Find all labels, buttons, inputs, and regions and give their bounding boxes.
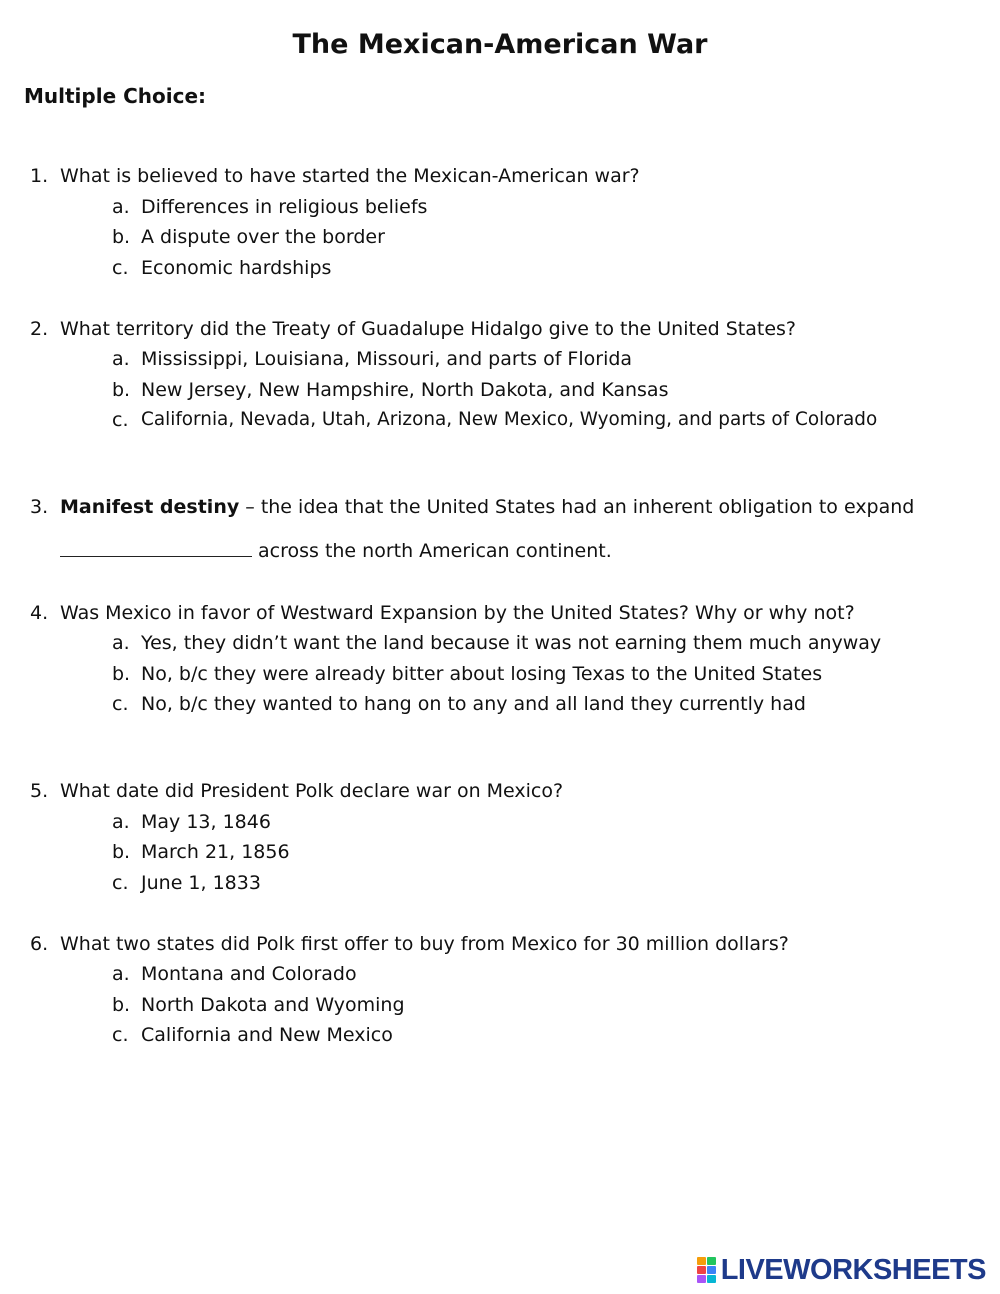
option-text: Mississippi, Louisiana, Missouri, and parts of Florida xyxy=(141,348,633,370)
option-text: Montana and Colorado xyxy=(141,963,357,985)
option-letter: c. xyxy=(112,872,129,894)
option-letter: a. xyxy=(112,811,130,833)
answer-blank[interactable] xyxy=(60,538,252,557)
option-letter: a. xyxy=(112,348,130,370)
logo-block xyxy=(697,1275,706,1283)
section-heading: Multiple Choice: xyxy=(24,84,207,108)
liveworksheets-logo-icon xyxy=(697,1257,717,1283)
question-text: What is believed to have started the Mexican-American war? xyxy=(60,165,640,187)
question-number: 1. xyxy=(30,165,49,187)
option-text: March 21, 1856 xyxy=(141,841,290,863)
definition-text: – the idea that the United States had an inherent obligation to expand xyxy=(239,496,915,518)
question-text xyxy=(60,494,914,520)
question-number: 5. xyxy=(30,780,49,802)
question-text: Was Mexico in favor of Westward Expansion by the United States? Why or why not? xyxy=(60,602,855,624)
option-text: June 1, 1833 xyxy=(141,872,261,894)
option-text: No, b/c they were already bitter about losing Texas to the United States xyxy=(141,663,823,685)
option-letter: c. xyxy=(112,1024,129,1046)
continuation-text: across the north American continent. xyxy=(258,540,612,562)
question-number: 2. xyxy=(30,318,49,340)
option-letter: a. xyxy=(112,196,130,218)
option-text: May 13, 1846 xyxy=(141,811,271,833)
option-text: No, b/c they wanted to hang on to any and all land they currently had xyxy=(141,693,806,715)
option-text: Yes, they didn’t want the land because it was not earning them much anyway xyxy=(141,632,882,654)
option-text: A dispute over the border xyxy=(141,226,385,248)
logo-block xyxy=(697,1257,706,1265)
option-letter: b. xyxy=(112,226,131,248)
logo-block xyxy=(707,1266,716,1274)
logo-text: LIVEWORKSHEETS xyxy=(720,1253,986,1286)
logo-block xyxy=(707,1275,716,1283)
question-number: 6. xyxy=(30,933,49,955)
option-letter: b. xyxy=(112,994,131,1016)
term-manifest-destiny: Manifest destiny xyxy=(60,496,240,518)
option-letter: c. xyxy=(112,693,129,715)
question-text: What two states did Polk first offer to buy from Mexico for 30 million dollars? xyxy=(60,933,789,955)
logo-block xyxy=(697,1266,706,1274)
question-number: 3. xyxy=(30,496,49,518)
option-letter: b. xyxy=(112,663,131,685)
worksheet-title: The Mexican-American War xyxy=(292,29,708,60)
option-text: California, Nevada, Utah, Arizona, New Mexico, Wyoming, and parts of Colorado xyxy=(141,409,878,430)
option-letter: c. xyxy=(112,409,129,431)
option-text: California and New Mexico xyxy=(141,1024,393,1046)
option-text: Economic hardships xyxy=(141,257,332,279)
option-letter: a. xyxy=(112,632,130,654)
fill-line-wrap xyxy=(60,538,612,564)
option-text: Differences in religious beliefs xyxy=(141,196,428,218)
option-letter: b. xyxy=(112,379,131,401)
option-text: New Jersey, New Hampshire, North Dakota, and Kansas xyxy=(141,379,669,401)
liveworksheets-logo[interactable] xyxy=(697,1253,986,1287)
option-letter: c. xyxy=(112,257,129,279)
option-letter: a. xyxy=(112,963,130,985)
question-text: What date did President Polk declare war on Mexico? xyxy=(60,780,564,802)
option-letter: b. xyxy=(112,841,131,863)
question-number: 4. xyxy=(30,602,49,624)
option-text: North Dakota and Wyoming xyxy=(141,994,405,1016)
logo-block xyxy=(707,1257,716,1265)
question-text: What territory did the Treaty of Guadalupe Hidalgo give to the United States? xyxy=(60,318,797,340)
